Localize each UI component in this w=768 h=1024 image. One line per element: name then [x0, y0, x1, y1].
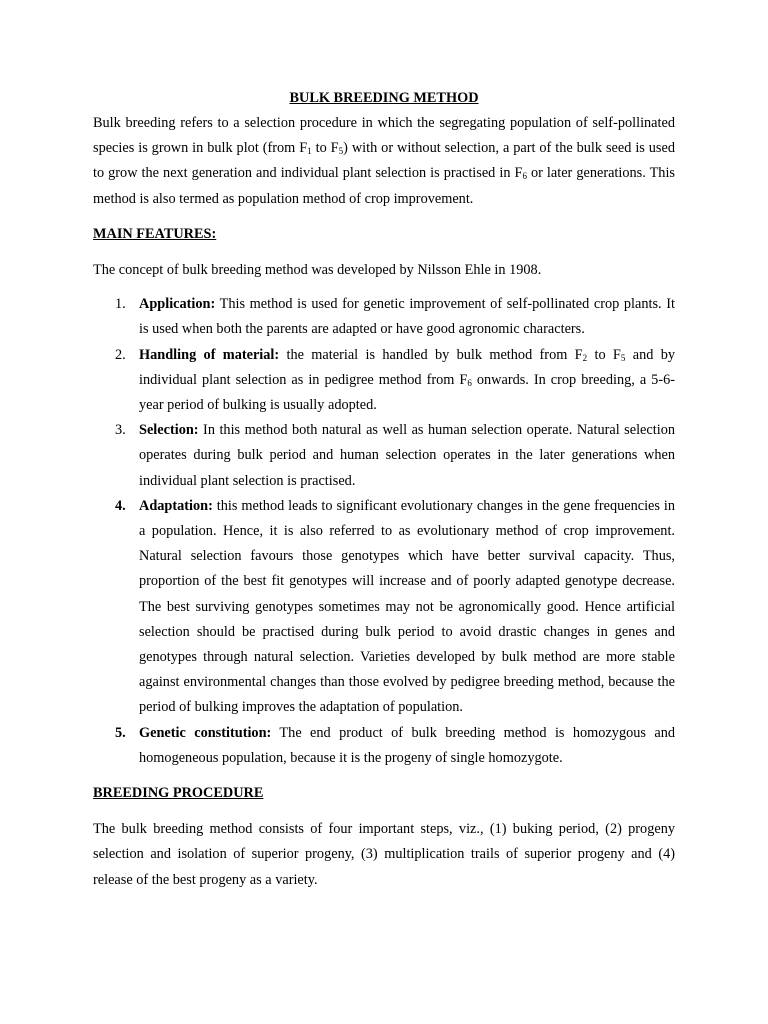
intro-text-1: Bulk breeding refers to a selection procedure in which the segregating population of self-pollinated species is grown in bulk plot (from F: [93, 115, 675, 157]
feature-text: This method is used for genetic improvement of self-pollinated crop plants. It is used when both the parents are adapted or have good agronomic characters.: [139, 296, 675, 338]
intro-paragraph: [93, 111, 675, 212]
feature-item-handling-of-material: [93, 343, 675, 419]
feature-number: 5.: [115, 724, 126, 741]
feature-label: Handling of material:: [139, 346, 280, 363]
feature-text: The end product of bulk breeding method is homozygous and homogeneous population, because it is the progeny of single homozygote.: [139, 724, 675, 766]
feature-number: 1.: [115, 296, 126, 313]
intro-subscript-3: 6: [522, 171, 527, 182]
intro-subscript-1: 1: [307, 146, 312, 157]
feature-subscript-3: 6: [467, 377, 472, 388]
concept-paragraph: The concept of bulk breeding method was developed by Nilsson Ehle in 1908.: [93, 262, 542, 279]
feature-item-adaptation: [93, 494, 675, 721]
feature-label: Genetic constitution:: [139, 724, 272, 741]
feature-number: 3.: [115, 422, 126, 439]
intro-subscript-2: 5: [338, 146, 344, 157]
feature-text-2: to F: [587, 346, 621, 363]
feature-label: Adaptation:: [139, 497, 213, 514]
feature-text: In this method both natural as well as human selection operate. Natural selection operates during bulk period and human selection operates in the later generations when individual plant selection is practised.: [139, 422, 675, 489]
main-features-heading: MAIN FEATURES:: [93, 225, 217, 242]
feature-text: this method leads to significant evolutionary changes in the gene frequencies in a population. Hence, it is also referred to as evolutionary method of crop improvement. Natural selection favours those genotypes which have better survival capacity. Thus, proportion of the best fit genotypes will increase and of poorly adapted genotype decrease. The best surviving genotypes sometimes may not be agronomically good. Hence artificial selection should be practised during bulk period to avoid drastic changes in genes and genotypes through natural selection. Varieties developed by bulk method are more stable against environmental changes than those evolved by pedigree breeding method, because the period of bulking improves the adaptation of population.: [139, 497, 675, 716]
feature-label: Selection:: [139, 422, 199, 439]
document-title: BULK BREEDING METHOD: [289, 90, 479, 106]
feature-text-3: and by individual plant selection as in pedigree method from F: [139, 346, 676, 388]
intro-text-3: ) with or without selection, a part of the bulk seed is used to grow the next generation and individual plant selection is practised in F: [93, 140, 675, 182]
feature-number: 4.: [115, 497, 126, 514]
feature-item-genetic-constitution: [93, 721, 675, 771]
feature-item-selection: [93, 418, 675, 494]
breeding-procedure-paragraph: The bulk breeding method consists of four important steps, viz., (1) buking period, (2) progeny selection and isolation of superior progeny, (3) multiplication trails of superior progeny and (4) release of the best progeny as a variety.: [93, 821, 675, 888]
features-list: [93, 292, 675, 771]
feature-item-application: [93, 292, 675, 342]
feature-text-4: onwards. In crop breeding, a 5-6-year period of bulking is usually adopted.: [139, 371, 675, 414]
breeding-procedure-heading: BREEDING PROCEDURE: [93, 785, 264, 802]
feature-label: Application:: [139, 296, 216, 313]
document-page: [93, 86, 675, 893]
feature-text-1: the material is handled by bulk method from F: [279, 346, 583, 363]
intro-text-2: to F: [311, 140, 339, 157]
feature-number: 2.: [115, 346, 126, 363]
intro-text-4: or later generations. This method is also termed as population method of crop improvement.: [93, 165, 675, 207]
feature-subscript-1: 2: [582, 352, 588, 363]
feature-subscript-2: 5: [620, 352, 626, 363]
